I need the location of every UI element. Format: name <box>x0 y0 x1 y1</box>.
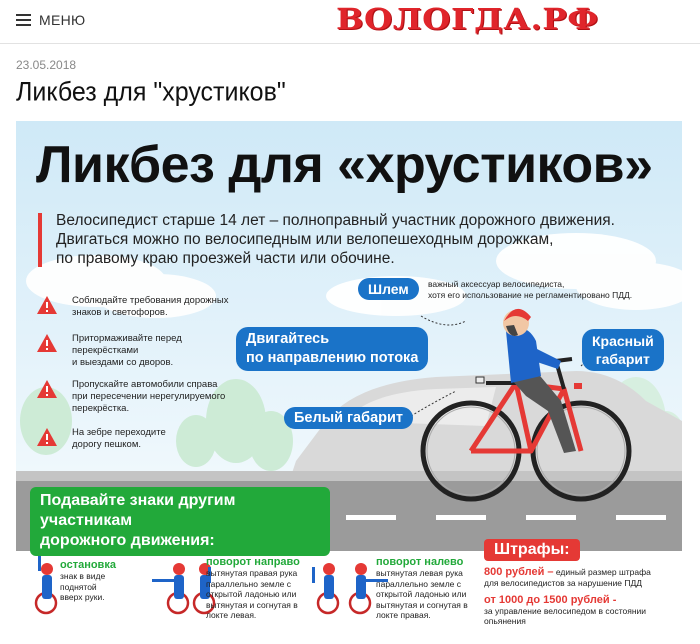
signal-desc: вытянутая левая рука <box>376 568 463 578</box>
signal-desc: параллельно земле с <box>206 578 291 589</box>
lead-line: по правому краю проезжей части или обочине. <box>56 250 395 267</box>
infographic-image <box>16 121 682 644</box>
warning-text: Притормаживайте перед <box>72 333 182 344</box>
flow-label <box>236 327 428 371</box>
signal-title: остановка <box>60 559 116 571</box>
fine-item <box>484 567 674 588</box>
warning-text: перекрёстками <box>72 345 139 356</box>
accent-bar <box>38 213 42 267</box>
warning-item <box>36 295 242 319</box>
signal-desc: знак в виде <box>60 571 106 581</box>
white-light-label: Белый габарит <box>284 407 413 429</box>
signal-desc: вытянутая и согнутая в <box>206 599 298 610</box>
article-date: 23.05.2018 <box>16 58 77 72</box>
signal-turn-right <box>206 556 300 621</box>
signal-desc: локте левая. <box>206 610 257 620</box>
hamburger-icon <box>16 14 31 26</box>
signal-title: поворот направо <box>206 556 300 568</box>
red-light-label <box>582 329 664 371</box>
helmet-label: Шлем <box>358 278 419 300</box>
poster-lead <box>56 211 656 268</box>
warning-icon <box>36 333 58 353</box>
signal-desc: вверх руки. <box>60 592 105 602</box>
menu-label: МЕНЮ <box>39 12 86 28</box>
signal-desc: открытой ладонью или <box>376 589 467 599</box>
helmet-note-line: хотя его использование не регламентировано ПДД. <box>428 290 633 300</box>
warning-text: знаков и светофоров. <box>72 307 168 318</box>
signal-desc: поднятой <box>60 581 97 592</box>
menu-button[interactable] <box>16 12 85 28</box>
flow-line: по направлению потока <box>246 350 419 366</box>
fine-text: за управление велосипедом в состоянии опьянения <box>484 605 647 626</box>
signal-desc: локте правая. <box>376 610 431 620</box>
top-bar <box>0 0 700 44</box>
warning-item <box>36 379 242 415</box>
article-title: Ликбез для "хрустиков" <box>16 76 286 108</box>
flow-line: Двигайтесь <box>246 331 330 347</box>
warning-icon <box>36 295 58 315</box>
signal-desc: параллельно земле с <box>376 578 461 589</box>
lead-line: Двигаться можно по велосипедным или велопешеходным дорожкам, <box>56 231 554 248</box>
site-logo[interactable]: ВОЛОГДА.РФ <box>336 2 599 36</box>
fine-amount: 800 рублей – <box>484 566 554 578</box>
lead-line: Велосипедист старше 14 лет – полноправный участник дорожного движения. <box>56 212 615 229</box>
signals-title <box>30 487 330 556</box>
fine-text: для велосипедистов за нарушение ПДД <box>484 577 643 588</box>
signals-title-line: дорожного движения: <box>40 532 215 549</box>
warning-text: На зебре переходите <box>72 427 166 438</box>
helmet-note <box>428 279 632 301</box>
poster-title: Ликбез для «хрустиков» <box>36 136 653 194</box>
red-light-line: Красный <box>592 333 654 349</box>
signal-title: поворот налево <box>376 556 464 568</box>
warning-text: дорогу пешком. <box>72 439 142 450</box>
warning-icon <box>36 379 58 399</box>
signals-title-line: Подавайте знаки другим участникам <box>40 492 236 529</box>
signal-stop <box>60 559 116 603</box>
warning-text: Соблюдайте требования дорожных <box>72 295 229 306</box>
fine-amount: от 1000 до 1500 рублей - <box>484 594 617 606</box>
warning-icon <box>36 427 58 447</box>
red-light-line: габарит <box>595 351 650 367</box>
warning-item <box>36 427 242 451</box>
signal-desc: открытой ладонью или <box>206 589 297 599</box>
warning-text: Пропускайте автомобили справа <box>72 379 218 390</box>
signal-desc: вытянутая правая рука <box>206 568 298 578</box>
signal-desc: вытянутая и согнутая в <box>376 599 468 610</box>
warning-item <box>36 333 242 369</box>
fine-text: единый размер штрафа <box>553 567 651 577</box>
fines-title: Штрафы: <box>484 539 580 561</box>
helmet-note-line: важный аксессуар велосипедиста, <box>428 279 565 289</box>
signal-turn-left <box>376 556 468 621</box>
warning-text: и выездами со дворов. <box>72 357 174 368</box>
fine-item <box>484 595 674 627</box>
warning-text: при пересечении нерегулируемого <box>72 391 226 402</box>
warning-text: перекрёстка. <box>72 403 130 414</box>
